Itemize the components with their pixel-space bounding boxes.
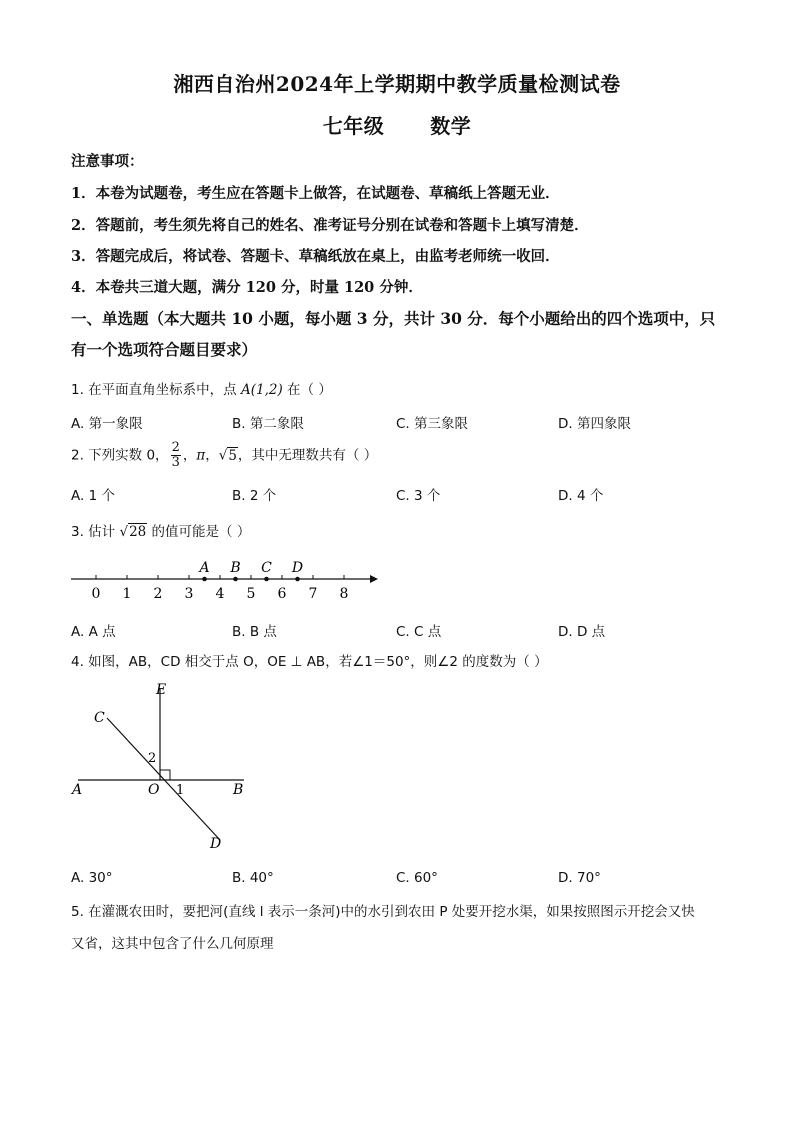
point-a	[202, 577, 207, 582]
q3-option-c[interactable]: C. C 点	[396, 624, 442, 640]
point-label-a: A	[199, 560, 210, 576]
note-item: 2．答题前，考生须先将自己的姓名、准考证号分别在试卷和答题卡上填写清楚．	[71, 217, 589, 234]
q2-option-a[interactable]: A. 1 个	[71, 488, 115, 504]
tick-label: 7	[308, 586, 318, 602]
label-b: B	[233, 782, 244, 798]
question-3-suffix: 的值可能是（ ）	[147, 524, 251, 540]
pi-symbol: π	[196, 447, 206, 464]
q4-option-d[interactable]: D. 70°	[558, 870, 601, 886]
label-e: E	[156, 682, 167, 698]
point-b	[233, 577, 238, 582]
fraction-numerator: 2	[171, 440, 180, 455]
angle-1-label: 1	[176, 783, 185, 798]
right-angle-mark	[160, 770, 170, 780]
question-2-suffix: ，其中无理数共有（ ）	[237, 447, 378, 464]
q2-option-b[interactable]: B. 2 个	[232, 488, 277, 504]
point-c	[264, 577, 269, 582]
label-d: D	[210, 836, 222, 852]
note-item: 4．本卷共三道大题，满分 120 分，时量 120 分钟．	[71, 279, 423, 296]
exam-subtitle	[0, 110, 794, 139]
sqrt-radicand: 5	[228, 447, 237, 464]
point-label-b: B	[230, 560, 241, 576]
sqrt-expression: √28	[119, 524, 147, 540]
line-cd	[107, 718, 220, 840]
label-o: O	[148, 782, 160, 798]
note-item: 3．答题完成后，将试卷、答题卡、草稿纸放在桌上，由监考老师统一收回．	[71, 248, 560, 265]
q4-option-a[interactable]: A. 30°	[71, 870, 113, 886]
tick-label: 2	[153, 586, 163, 602]
section-heading-line2: 有一个选项符合题目要求）	[71, 340, 258, 359]
exam-title: 湘西自治州2024年上学期期中教学质量检测试卷	[173, 72, 621, 96]
q1-option-b[interactable]: B. 第二象限	[232, 416, 304, 432]
question-3	[71, 520, 250, 540]
axis-arrow	[370, 575, 378, 583]
tick-label: 3	[184, 586, 194, 602]
label-a: A	[72, 782, 83, 798]
question-4: 4. 如图，AB，CD 相交于点 O，OE ⊥ AB，若∠1＝50°，则∠2 的度数为（ ）	[71, 654, 548, 670]
subject-label: 数学	[430, 114, 472, 138]
point-a-coordinate: A(1,2)	[240, 382, 283, 398]
question-2: 2. 下列实数 0， $\frac{2}{3}$ ，π，√5，其中无理数共有（ ）	[71, 440, 378, 470]
q3-option-d[interactable]: D. D 点	[558, 624, 606, 640]
q1-option-d[interactable]: D. 第四象限	[558, 416, 631, 432]
q3-option-b[interactable]: B. B 点	[232, 624, 277, 640]
point-label-d: D	[291, 560, 304, 576]
q4-option-b[interactable]: B. 40°	[232, 870, 274, 886]
grade-label: 七年级	[322, 114, 385, 138]
fraction	[171, 441, 181, 470]
notes-heading: 注意事项：	[71, 153, 144, 170]
question-1	[71, 378, 332, 398]
q2-option-d[interactable]: D. 4 个	[558, 488, 604, 504]
question-1-suffix: 在（ ）	[282, 382, 332, 398]
question-1-prefix: 1. 在平面直角坐标系中，点	[71, 382, 241, 398]
tick-label: 6	[277, 586, 287, 602]
tick-label: 4	[215, 586, 225, 602]
intersecting-lines-figure	[60, 678, 260, 858]
sqrt-expression: √5	[218, 447, 237, 464]
question-5-line2: 又省，这其中包含了什么几何原理	[71, 936, 274, 952]
q3-option-a[interactable]: A. A 点	[71, 624, 116, 640]
label-c: C	[94, 710, 105, 726]
q1-option-a[interactable]: A. 第一象限	[71, 416, 143, 432]
question-2-prefix: 2. 下列实数 0，	[71, 447, 169, 464]
q4-option-c[interactable]: C. 60°	[396, 870, 438, 886]
angle-2-label: 2	[148, 751, 157, 766]
note-item: 1．本卷为试题卷，考生应在答题卡上做答，在试题卷、草稿纸上答题无业．	[71, 185, 560, 202]
q2-option-c[interactable]: C. 3 个	[396, 488, 441, 504]
tick-label: 8	[339, 586, 349, 602]
tick-label: 5	[246, 586, 256, 602]
tick-label: 1	[122, 586, 132, 602]
sqrt-radicand: 28	[129, 524, 147, 540]
point-label-c: C	[261, 560, 272, 576]
question-5-line1: 5. 在灌溉农田时，要把河(直线 l 表示一条河)中的水引到农田 P 处要开挖水渠，如果按照图示开挖会又快	[71, 904, 695, 920]
question-3-prefix: 3. 估计	[71, 524, 120, 540]
q1-option-c[interactable]: C. 第三象限	[396, 416, 469, 432]
tick-label: 0	[91, 586, 101, 602]
point-d	[295, 577, 300, 582]
fraction-denominator: 3	[171, 455, 180, 470]
number-line-figure	[68, 555, 384, 603]
section-heading-line1: 一、单选题（本大题共 10 小题，每小题 3 分，共计 30 分．每个小题给出的四个选项中，只	[71, 309, 716, 328]
